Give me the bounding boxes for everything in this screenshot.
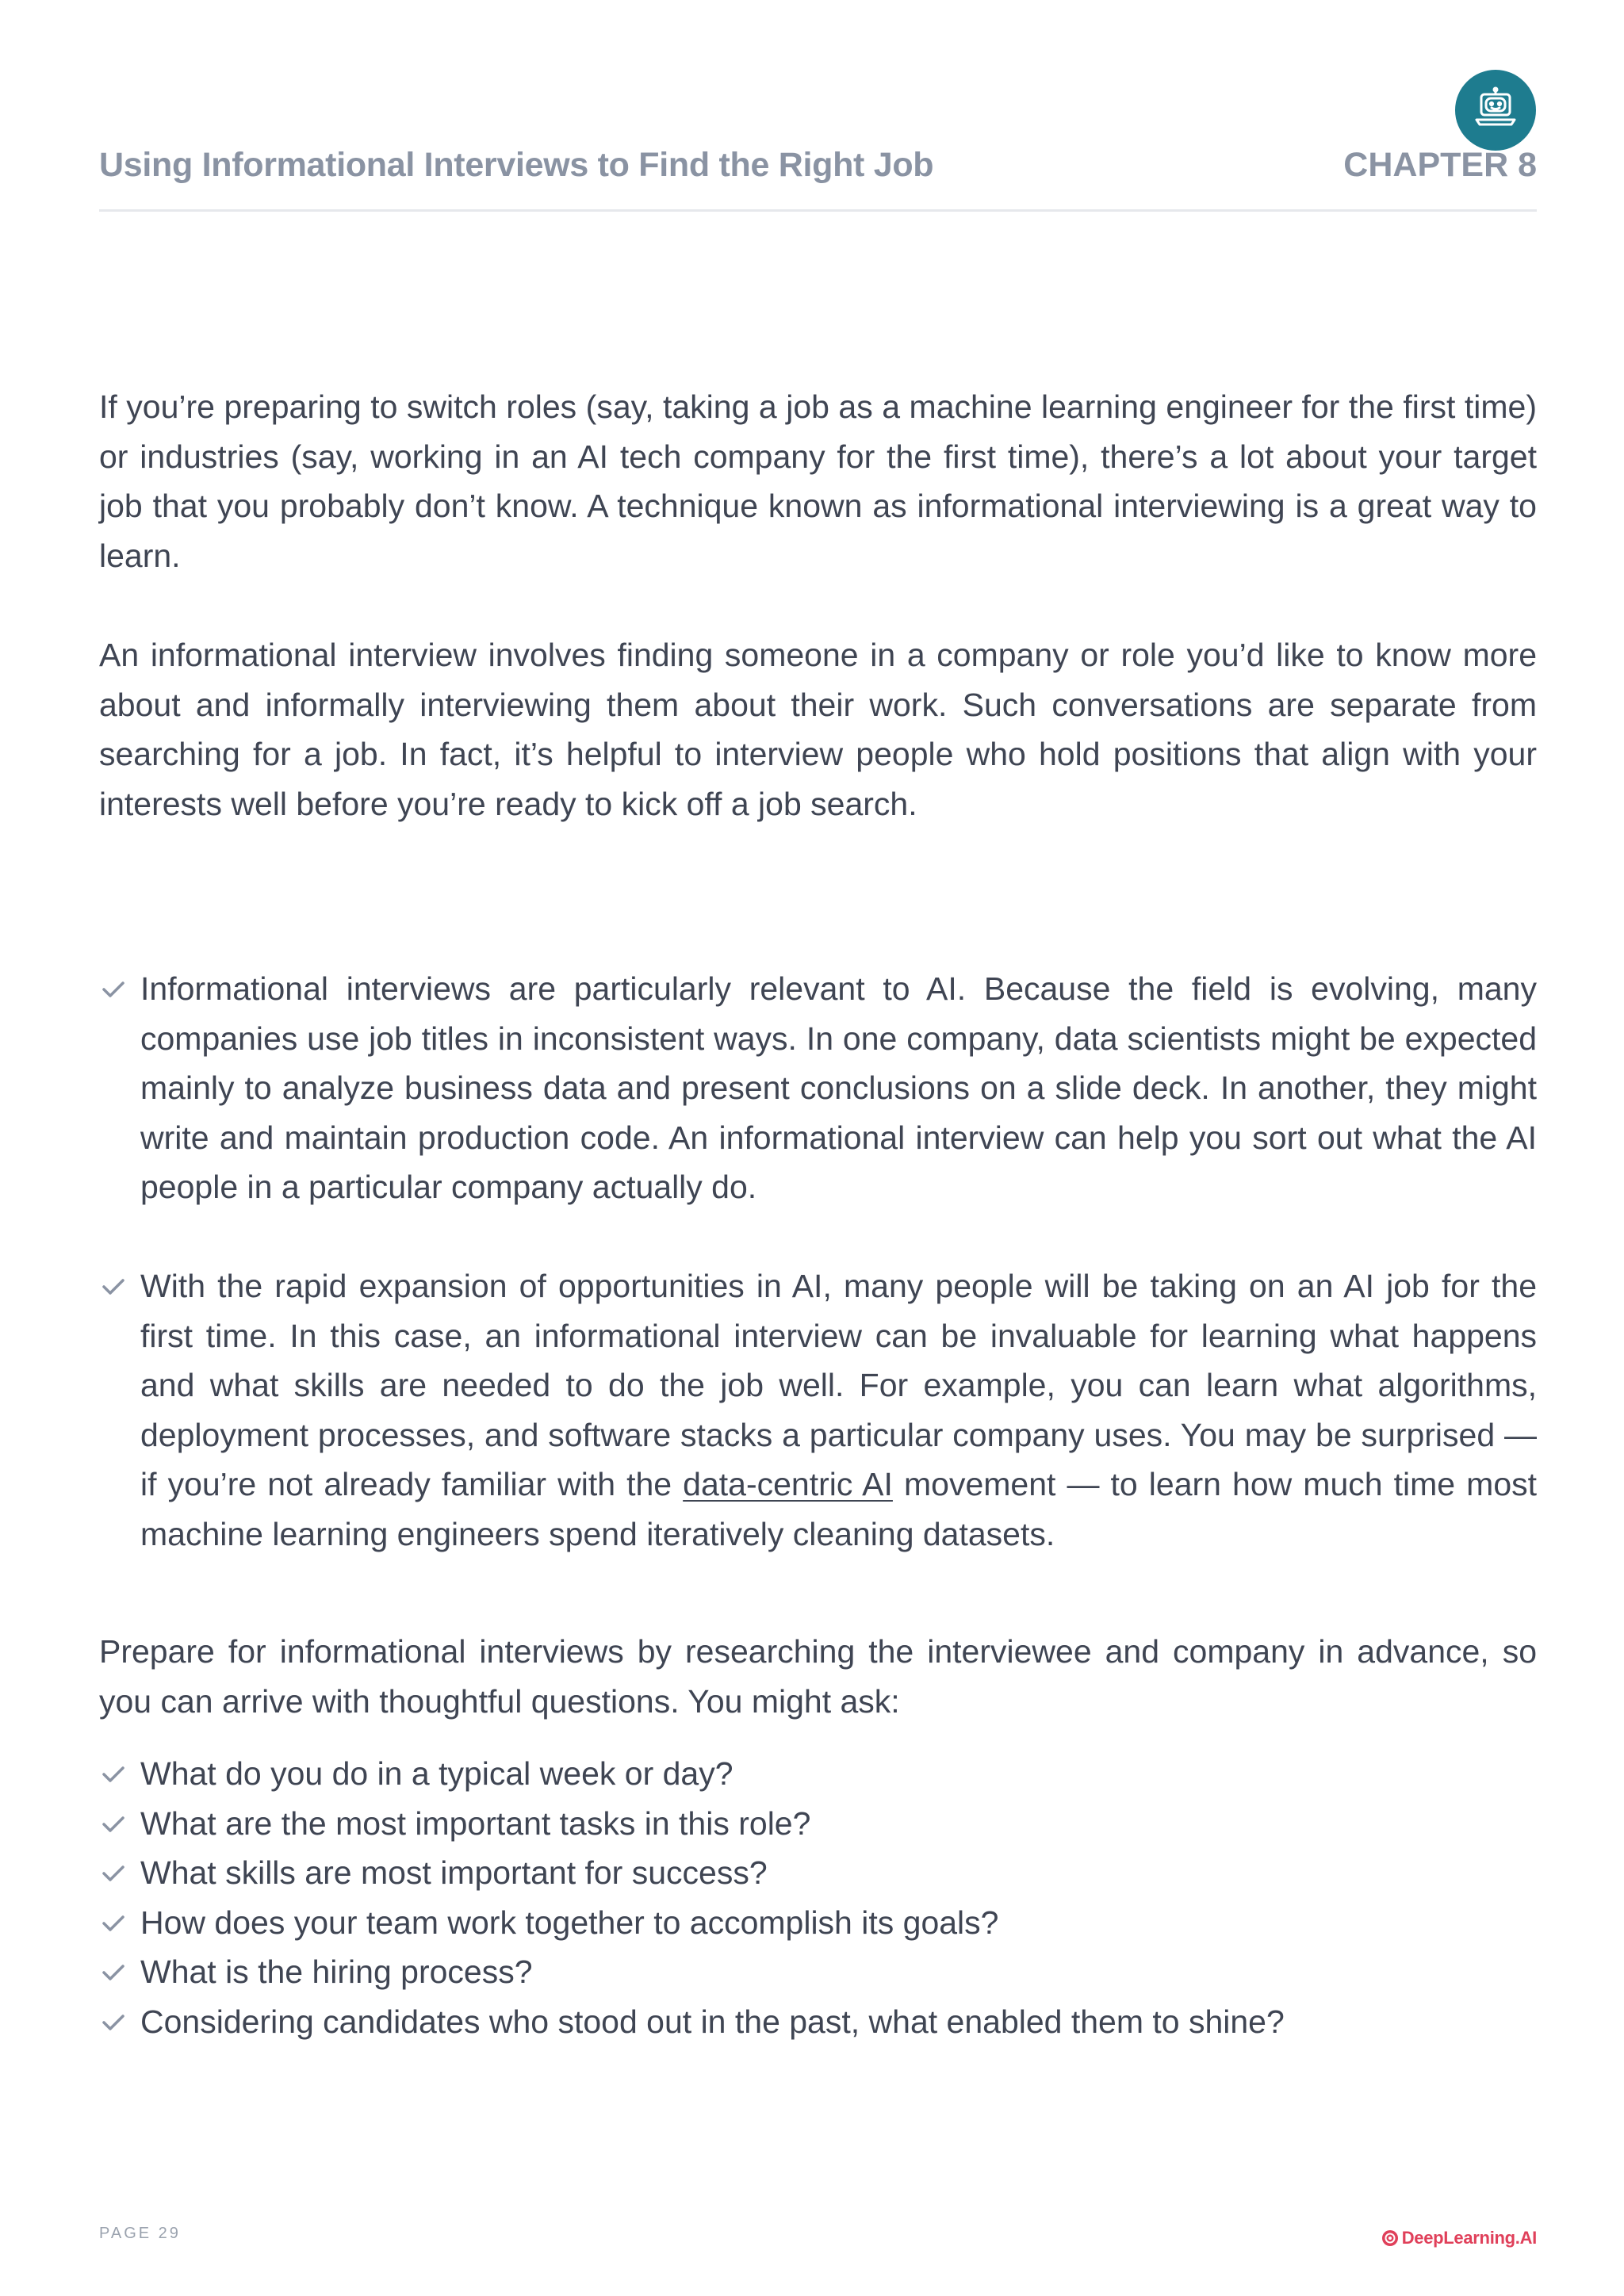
list-item-text: With the rapid expansion of opportunities in AI, many people will be taking on an AI job for the first time. In this case, an informational interview can be invaluable for learning what happens and what skills are needed to do the job well. For example, you can learn what algorithms, deployment processes, and software stacks a particular company uses. You may be surprised — if you’re not already familiar with the [140,1267,1537,1503]
checkmark-icon [101,980,126,999]
robot-laptop-icon [1473,86,1518,131]
question-text: What do you do in a typical week or day? [140,1755,733,1792]
list-item [99,1749,1537,1799]
page-number: PAGE 29 [99,2225,181,2242]
chapter-label: CHAPTER 8 [1343,146,1537,184]
checkmark-icon [101,1765,126,1784]
header-divider [99,209,1537,212]
checkmark-icon [101,2013,126,2032]
question-text: What skills are most important for success? [140,1854,768,1892]
list-item [99,1997,1537,2047]
checkmark-icon [101,1815,126,1834]
list-item [99,1947,1537,1997]
chapter-badge [1455,70,1536,151]
definition-paragraph: An informational interview involves finding someone in a company or role you’d like to know more about and informally interviewing them about their work. Such conversations are separate from searching for a job. In fact, it’s helpful to interview people who hold positions that align with your interests well before you’re ready to kick off a job search. [99,637,1537,822]
question-text: How does your team work together to accomplish its goals? [140,1904,999,1941]
checkmark-icon [101,1277,126,1296]
header-title: Using Informational Interviews to Find the Right Job [99,146,934,184]
intro-paragraph: If you’re preparing to switch roles (say, taking a job as a machine learning engineer for the first time) or industries (say, working in an AI tech company for the first time), there’s a lot about your target job that you probably don’t know. A technique known as informational interviewing is a great way to learn. [99,388,1537,574]
data-centric-ai-link[interactable]: data-centric AI [683,1466,893,1503]
list-item [99,1898,1537,1948]
question-text: What are the most important tasks in this role? [140,1804,811,1842]
benefits-list [99,964,1537,1559]
list-item [99,1848,1537,1898]
question-text: What is the hiring process? [140,1954,533,1991]
brand-name: DeepLearning.AI [1401,2228,1537,2248]
checkmark-icon [101,1914,126,1933]
questions-list [99,1749,1537,2047]
list-item [99,964,1537,1212]
question-text: Considering candidates who stood out in the past, what enabled them to shine? [140,2003,1285,2040]
prepare-paragraph: Prepare for informational interviews by researching the interviewee and company in advance, so you can arrive with thoughtful questions. You might ask: [99,1633,1537,1720]
list-item-text: movement — to learn how much time most machine learning engineers spend iteratively cleaning datasets. [140,1466,1538,1552]
list-item [99,1799,1537,1849]
list-item [99,1261,1537,1559]
deeplearning-logo-icon [1381,2229,1399,2247]
brand-logo [1381,2228,1537,2248]
checkmark-icon [101,1864,126,1883]
list-item-text: Informational interviews are particularly relevant to AI. Because the field is evolving, many companies use job titles in inconsistent ways. In one company, data scientists might be expected mainly to analyze business data and present conclusions on a slide deck. In another, they might write and maintain production code. An informational interview can help you sort out what the AI people in a particular company actually do. [140,970,1537,1206]
checkmark-icon [101,1963,126,1982]
